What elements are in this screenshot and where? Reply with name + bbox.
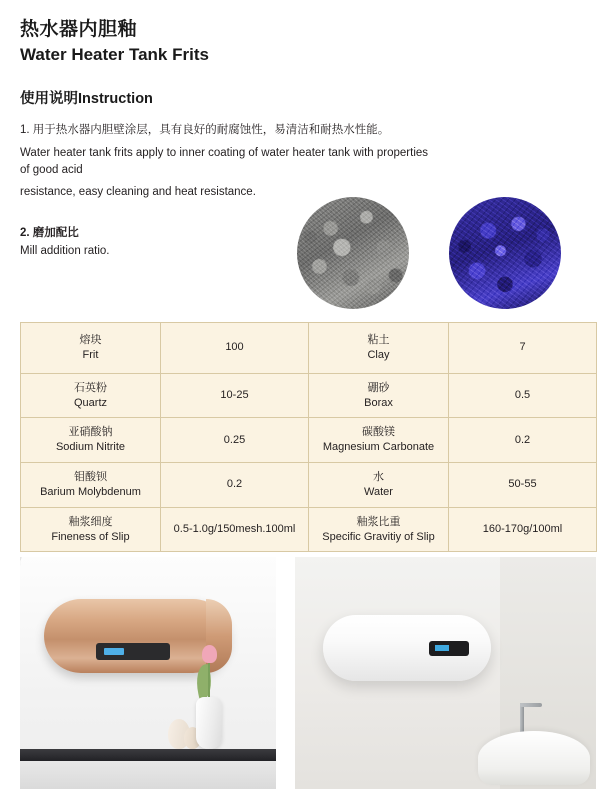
row-2-left-label-en: Quartz	[73, 396, 107, 409]
row-2-right-label	[309, 373, 449, 418]
row-3-left-label	[21, 418, 161, 463]
row-1-right-value: 7	[449, 323, 597, 374]
row-5-right-label	[309, 507, 449, 552]
decor-vase	[196, 697, 222, 749]
row-1-left-value: 100	[161, 323, 309, 374]
row-5-left-value: 0.5-1.0g/150mesh.100ml	[161, 507, 309, 552]
table-row	[21, 507, 597, 552]
row-1-left-label-en: Frit	[82, 348, 99, 361]
row-3-left-value: 0.25	[161, 418, 309, 463]
instruction-heading: 使用说明Instruction	[20, 91, 153, 107]
row-3-right-label	[309, 418, 449, 463]
row-2-right-label-en: Borax	[364, 396, 393, 409]
row-5-left-label	[21, 507, 161, 552]
shelf-top	[20, 749, 276, 761]
row-1-left-label-cn: 熔块	[79, 334, 102, 346]
sink-basin	[478, 731, 590, 785]
frit-granules-photo	[297, 197, 409, 309]
row-4-left-label	[21, 463, 161, 508]
application-photos	[20, 557, 596, 789]
white-heater-body	[323, 615, 491, 681]
row-5-left-label-cn: 釉浆细度	[68, 515, 113, 528]
row-4-right-value: 50-55	[449, 463, 597, 508]
row-3-right-value: 0.2	[449, 418, 597, 463]
row-3-left-label-en: Sodium Nitrite	[55, 441, 126, 454]
tulip-flower	[202, 645, 217, 663]
row-5-right-label-cn: 釉浆比重	[356, 515, 401, 528]
instruction-item2-en: Mill addition ratio.	[20, 245, 110, 258]
row-1-right-label-en: Clay	[367, 348, 390, 361]
row-4-right-label-en: Water	[364, 485, 393, 498]
instruction-item1-en-line2: resistance, easy cleaning and heat resistance.	[20, 186, 256, 199]
sample-photos	[297, 197, 597, 309]
row-4-right-label	[309, 463, 449, 508]
row-2-left-label	[21, 373, 161, 418]
page-title-en: Water Heater Tank Frits	[20, 44, 209, 64]
tulip-stem	[208, 659, 210, 701]
gold-water-heater-interior-photo	[20, 557, 276, 789]
row-5-right-value: 160-170g/100ml	[449, 507, 597, 552]
table-row	[21, 418, 597, 463]
row-1-left-label	[21, 323, 161, 374]
mill-addition-ratio-table	[20, 322, 597, 552]
table-row	[21, 463, 597, 508]
page-title-cn: 热水器内胆釉	[20, 19, 138, 40]
instruction-item2-cn: 2. 磨加配比	[20, 227, 79, 240]
row-5-right-label-en: Specific Gravitiy of Slip	[322, 530, 435, 543]
row-3-right-label-en: Magnesium Carbonate	[322, 441, 435, 454]
instruction-item1-en-line1: Water heater tank frits apply to inner coating of water heater tank with properties of good acid	[20, 146, 429, 177]
blue-frit-photo	[449, 197, 561, 309]
row-2-left-value: 10-25	[161, 373, 309, 418]
row-4-right-label-cn: 水	[373, 471, 384, 484]
row-4-left-value: 0.2	[161, 463, 309, 508]
table-row	[21, 373, 597, 418]
row-2-right-value: 0.5	[449, 373, 597, 418]
row-2-left-label-cn: 石英粉	[74, 381, 107, 394]
heater-display	[429, 641, 469, 656]
row-2-right-label-cn: 硼砂	[367, 381, 390, 394]
row-1-right-label	[309, 323, 449, 374]
row-4-left-label-cn: 钼酸钡	[74, 471, 107, 484]
instruction-item1-cn: 1. 用于热水器内胆壁涂层，具有良好的耐腐蚀性，易清洁和耐热水性能。	[20, 124, 390, 136]
row-3-left-label-cn: 亚硝酸钠	[68, 426, 113, 439]
row-3-right-label-cn: 碳酸镁	[362, 426, 395, 439]
white-water-heater-bathroom-photo	[295, 557, 596, 789]
shelf-front	[20, 761, 276, 789]
row-5-left-label-en: Fineness of Slip	[51, 530, 130, 543]
row-4-left-label-en: Barium Molybdenum	[40, 485, 141, 498]
gold-heater-body	[44, 599, 230, 673]
row-1-right-label-cn: 粘土	[367, 334, 390, 346]
table-row	[21, 323, 597, 374]
heater-control-panel	[96, 643, 170, 660]
